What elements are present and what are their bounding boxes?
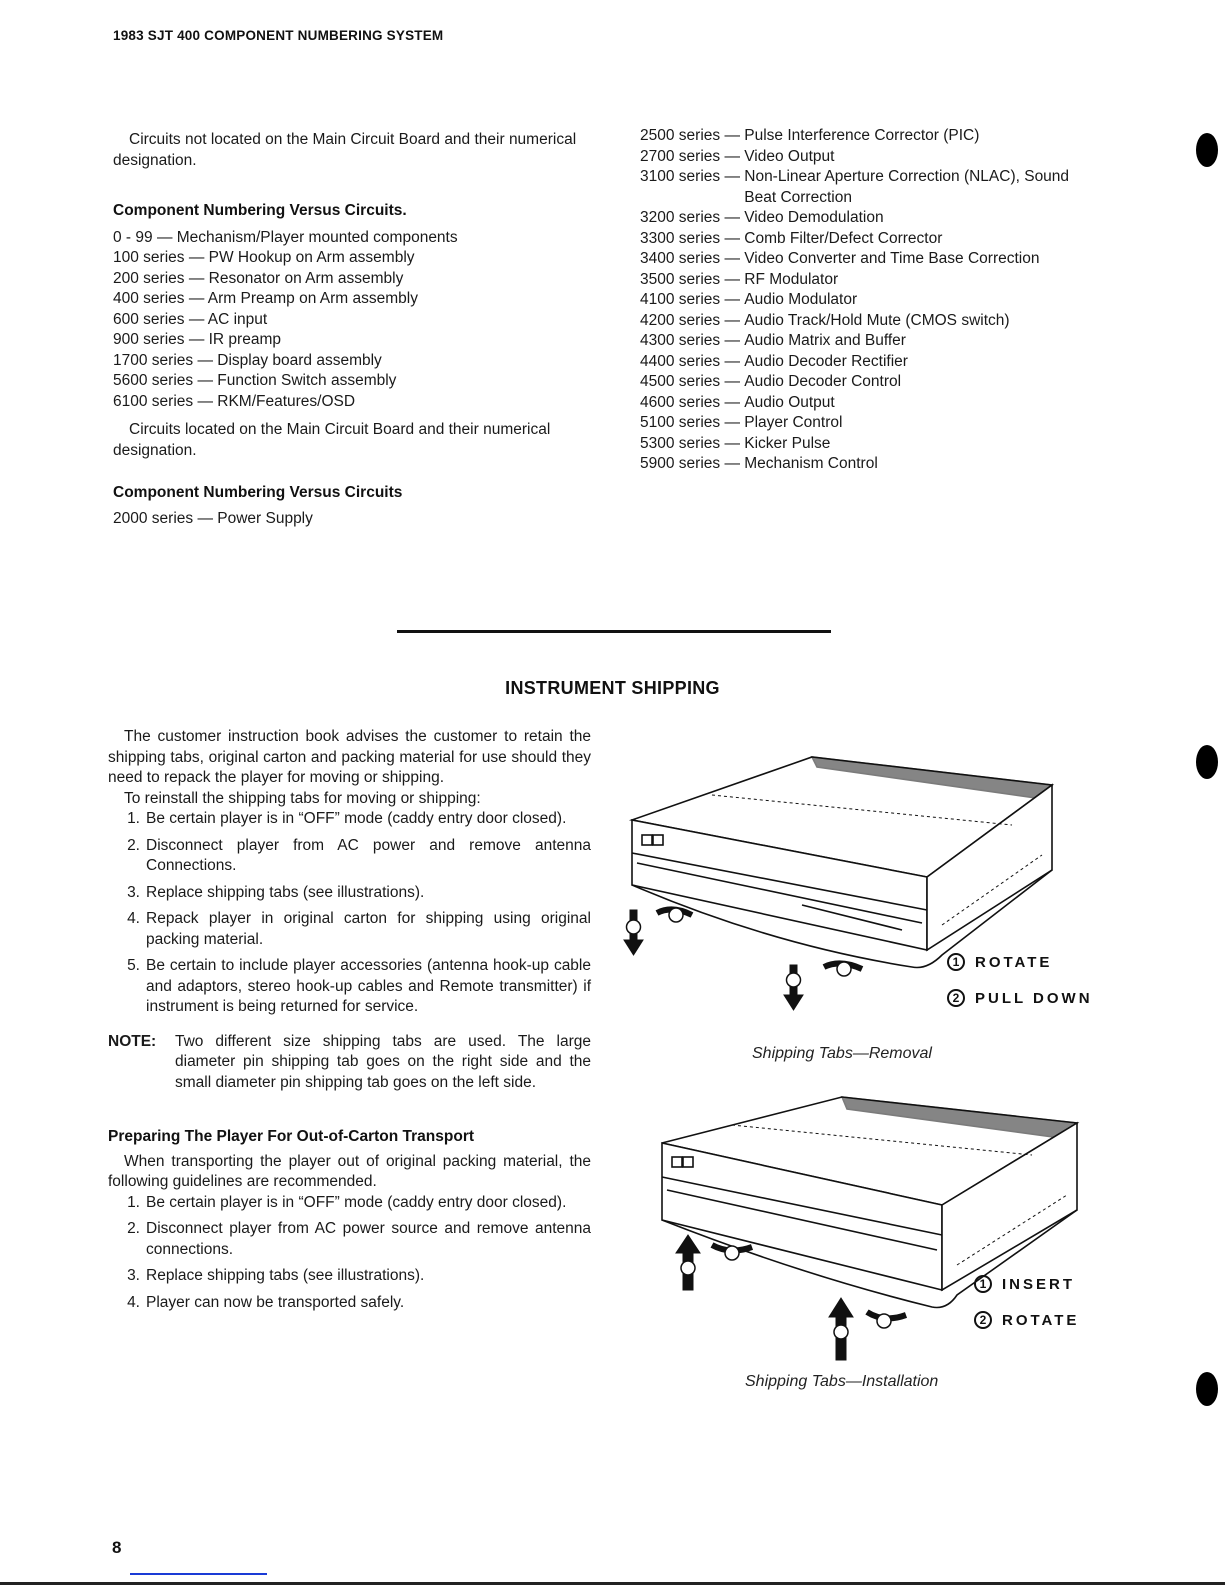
numbering-left-column [113,130,591,529]
on-board-series-item [640,147,1110,168]
right-tab-arrows [829,1298,906,1360]
on-board-series-item [640,454,1110,475]
on-board-series-item [640,331,1110,352]
step-item [108,1219,591,1260]
on-board-series-list [640,126,1110,475]
step-text: Be certain player is in “OFF” mode (caddy entry door closed). [146,1193,567,1211]
figure-installation [612,1095,1112,1405]
on-board-series-item [640,290,1110,311]
shipping-left-column [108,727,591,1313]
running-head: 1983 SJT 400 COMPONENT NUMBERING SYSTEM [113,28,444,43]
off-board-series-item: 0 - 99 — Mechanism/Player mounted components [113,228,458,246]
series-number: 3500 series — [640,270,745,288]
series-number: 4500 series — [640,373,745,390]
step-text: Player can now be transported safely. [146,1293,405,1311]
page-number: 8 [112,1538,122,1557]
series-description: Comb Filter/Defect Corrector [744,229,943,247]
heading-component-numbering-2: Component Numbering Versus Circuits [113,484,403,501]
left-tab-arrows [624,908,692,955]
on-board-series-item [640,434,1110,455]
step-number-circle: 2 [947,989,965,1007]
series-description: Non-Linear Aperture Correction (NLAC), Sound Beat Correction [744,168,1070,206]
off-board-series-item: 5600 series — Function Switch assembly [113,372,397,389]
step-item [108,909,591,950]
removal-step-1 [947,953,1052,971]
off-board-series-list [113,228,591,413]
transport-intro: When transporting the player out of original packing material, the following guidelines are recommended. [108,1152,591,1190]
step-number: 4. [127,910,140,927]
series-description: Player Control [744,414,843,431]
series-description: Audio Decoder Control [744,373,902,390]
step-number: 1. [127,1193,140,1211]
series-number: 4200 series — [640,311,745,329]
removal-step-2-label: PULL DOWN [975,989,1093,1007]
step-number: 4. [127,1293,140,1311]
series-number: 5900 series — [640,455,745,472]
installation-step-2 [974,1311,1079,1329]
binder-hole-middle [1196,745,1218,779]
step-number: 5. [127,957,140,974]
section-title-instrument-shipping: INSTRUMENT SHIPPING [505,678,720,698]
note-label: NOTE: [108,1032,157,1050]
step-text: Replace shipping tabs (see illustrations). [146,883,425,901]
series-description: Pulse Interference Corrector (PIC) [744,127,980,144]
series-description: Video Demodulation [744,209,884,226]
step-item [108,956,591,1018]
on-board-series-item [640,372,1110,393]
note-block [108,1032,591,1094]
page-link-underline[interactable] [130,1573,267,1575]
series-number: 2700 series — [640,147,745,165]
series-number: 4300 series — [640,332,745,349]
binder-hole-top [1196,133,1218,167]
reinstall-steps-list [108,809,591,1018]
series-description: Audio Output [744,393,835,411]
on-board-series-item [640,126,1110,147]
step-text: Repack player in original carton for shipping using original packing material. [146,910,591,948]
transport-heading: Preparing The Player For Out-of-Carton Transport [108,1128,475,1145]
section-divider [397,630,831,633]
on-board-series-item [640,167,1110,208]
step-number-circle: 1 [947,953,965,971]
on-board-series-item [640,249,1110,270]
series-description: Audio Matrix and Buffer [744,332,906,349]
on-board-series-item [640,311,1110,332]
player-illustration-removal [612,745,1112,1025]
installation-step-1-label: INSERT [1002,1275,1076,1293]
step-item [108,836,591,877]
left-tab-arrows [676,1235,752,1290]
right-tab-arrows [784,962,862,1010]
series-number: 4400 series — [640,352,745,370]
step-item [108,809,591,830]
series-number: 2500 series — [640,127,745,144]
step-number: 2. [127,836,140,854]
removal-step-1-label: ROTATE [975,953,1053,971]
on-board-series-item [640,413,1110,434]
installation-step-1 [974,1275,1075,1293]
series-description: Audio Decoder Rectifier [744,352,908,370]
series-description: Audio Modulator [744,291,858,308]
step-text: Disconnect player from AC power source and remove antenna connections. [146,1220,591,1258]
step-text: Be certain player is in “OFF” mode (caddy entry door closed). [146,810,567,827]
step-number: 3. [127,1267,140,1284]
intro-on-board: Circuits located on the Main Circuit Board and their numerical designation. [113,421,551,459]
step-number: 1. [127,810,140,827]
installation-step-2-label: ROTATE [1002,1311,1080,1329]
off-board-series-item: 6100 series — RKM/Features/OSD [113,392,356,410]
note-text: Two different size shipping tabs are used. The large diameter pin shipping tab goes on the right side and the small diameter pin shipping tab goes on the left side. [175,1032,591,1091]
step-number-circle: 2 [974,1311,992,1329]
step-text: Be certain to include player accessories (antenna hook-up cable and adaptors, stereo hook-up cables and Remote transmitter) if instrument is being returned for service. [146,957,591,1015]
series-description: Mechanism Control [744,455,878,472]
series-number: 4600 series — [640,393,745,411]
series-description: Audio Track/Hold Mute (CMOS switch) [744,311,1010,329]
series-number: 3300 series — [640,229,745,247]
series-number: 4100 series — [640,291,745,308]
step-text: Replace shipping tabs (see illustrations). [146,1267,425,1284]
series-description: Video Converter and Time Base Correction [744,250,1040,267]
step-number-circle: 1 [974,1275,992,1293]
on-board-series-power-supply: 2000 series — Power Supply [113,509,313,527]
series-number: 3100 series — [640,168,745,185]
off-board-series-item: 600 series — AC input [113,310,268,328]
reinstall-lead: To reinstall the shipping tabs for moving or shipping: [124,789,481,807]
series-number: 3400 series — [640,250,745,267]
removal-step-2 [947,989,1093,1007]
off-board-series-item: 900 series — IR preamp [113,331,281,348]
series-description: RF Modulator [744,270,839,288]
transport-steps-list [108,1193,591,1314]
step-number: 3. [127,883,140,901]
series-description: Video Output [744,147,835,165]
on-board-series-item [640,270,1110,291]
series-number: 5300 series — [640,434,745,452]
on-board-series-item [640,208,1110,229]
series-number: 3200 series — [640,209,745,226]
on-board-series-item [640,352,1110,373]
step-number: 2. [127,1220,140,1237]
figure-removal [612,745,1112,1075]
step-item [108,1193,591,1214]
step-item [108,1266,591,1287]
step-text: Disconnect player from AC power and remove antenna Connections. [146,836,591,874]
series-description: Kicker Pulse [744,434,831,452]
step-item [108,1293,591,1314]
off-board-series-item: 200 series — Resonator on Arm assembly [113,269,404,287]
on-board-series-item [640,229,1110,250]
caption-removal: Shipping Tabs—Removal [752,1045,932,1062]
heading-component-numbering-1: Component Numbering Versus Circuits. [113,202,407,219]
intro-off-board: Circuits not located on the Main Circuit Board and their numerical designation. [113,131,577,169]
caption-installation: Shipping Tabs—Installation [745,1373,939,1390]
off-board-series-item: 100 series — PW Hookup on Arm assembly [113,249,415,266]
shipping-intro: The customer instruction book advises the customer to retain the shipping tabs, original carton and packing material for use should they need to repack the player for moving or shipping. [108,728,591,786]
series-number: 5100 series — [640,414,745,431]
off-board-series-item: 1700 series — Display board assembly [113,351,382,369]
binder-hole-bottom [1196,1372,1218,1406]
off-board-series-item: 400 series — Arm Preamp on Arm assembly [113,290,418,307]
on-board-series-item [640,393,1110,414]
step-item [108,883,591,904]
